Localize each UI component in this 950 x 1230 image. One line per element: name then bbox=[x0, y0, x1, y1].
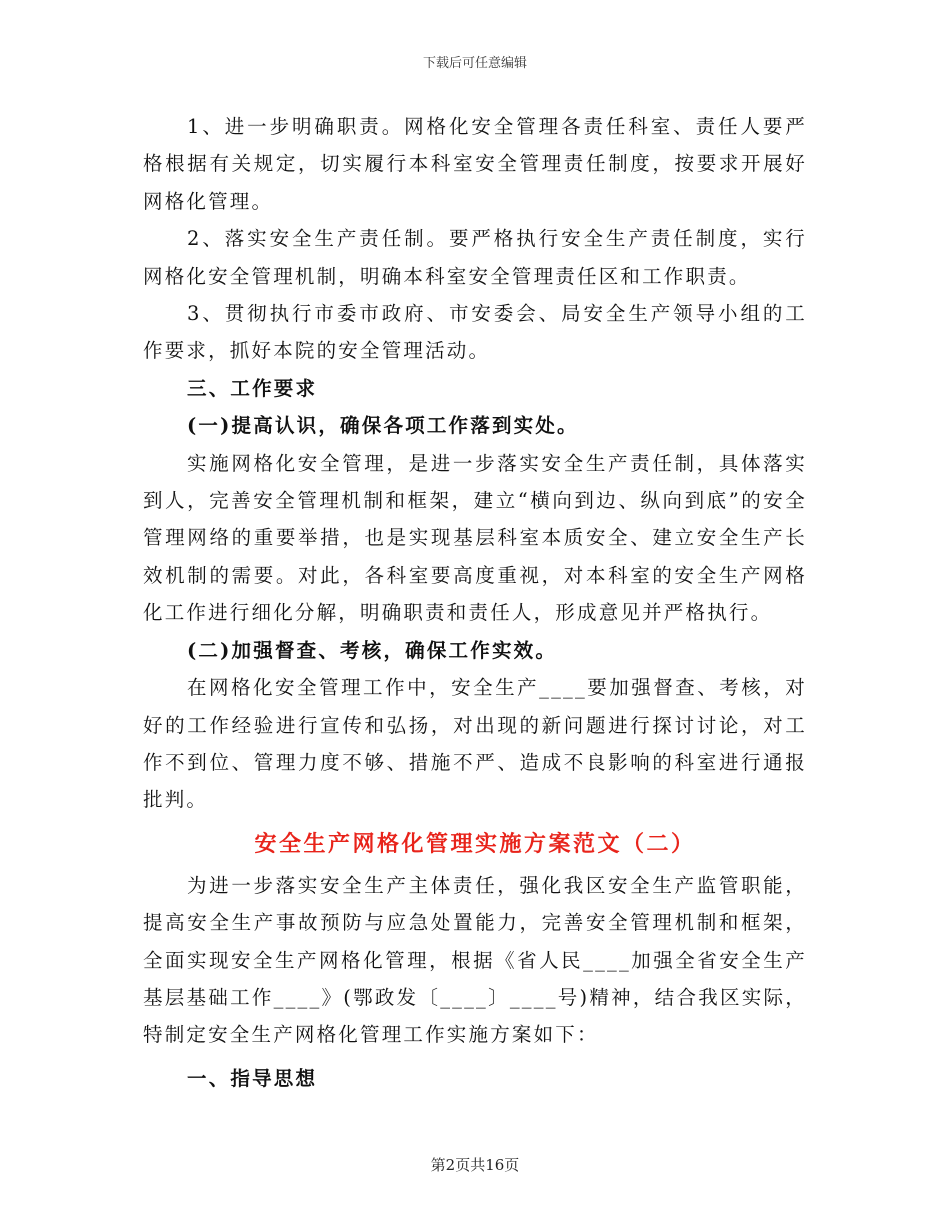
paragraph-inspection: 在网格化安全管理工作中，安全生产____要加强督查、考核，对好的工作经验进行宣传和弘扬，对出现的新问题进行探讨讨论，对工作不到位、管理力度不够、措施不严、造成不良影响的科室进行通报批判。 bbox=[143, 676, 807, 812]
section-heading-requirements: 三、工作要求 bbox=[187, 376, 318, 400]
subheading-awareness: (一)提高认识，确保各项工作落到实处。 bbox=[187, 414, 579, 438]
page-footer: 第2页共16页 bbox=[430, 1156, 520, 1174]
paragraph-responsibility: 2、落实安全生产责任制。要严格执行安全生产责任制度，实行网格化安全管理机制，明确本科室安全管理责任区和工作职责。 bbox=[143, 227, 807, 288]
document-title: 安全生产网格化管理实施方案范文（二） bbox=[254, 830, 696, 857]
paragraph-implement: 3、贯彻执行市委市政府、市安委会、局安全生产领导小组的工作要求，抓好本院的安全管理活动。 bbox=[143, 302, 807, 363]
paragraph-duty: 1、进一步明确职责。网格化安全管理各责任科室、责任人要严格根据有关规定，切实履行本科室安全管理责任制度，按要求开展好网格化管理。 bbox=[143, 115, 807, 213]
page-header: 下载后可任意编辑 bbox=[422, 56, 527, 71]
paragraph-awareness: 实施网格化安全管理，是进一步落实安全生产责任制，具体落实到人，完善安全管理机制和框架，建立“横向到边、纵向到底”的安全管理网络的重要举措，也是实现基层科室本质安全、建立安全生产长效机制的需要。对此，各科室要高度重视，对本科室的安全生产网格化工作进行细化分解，明确职责和责任人，形成意见并严格执行。 bbox=[143, 451, 807, 625]
subheading-inspection: (二)加强督查、考核，确保工作实效。 bbox=[187, 638, 558, 662]
section-heading-guiding-thought: 一、指导思想 bbox=[187, 1066, 318, 1090]
paragraph-intro: 为进一步落实安全生产主体责任，强化我区安全生产监管职能，提高安全生产事故预防与应急处置能力，完善安全管理机制和框架，全面实现安全生产网格化管理，根据《省人民____加强全省安全生产基层基础工作____》(鄂政发〔____〕____号)精神，结合我区实际，特制定安全生产网格化管理工作实施方案如下： bbox=[143, 873, 807, 1047]
page-content bbox=[143, 108, 807, 1097]
